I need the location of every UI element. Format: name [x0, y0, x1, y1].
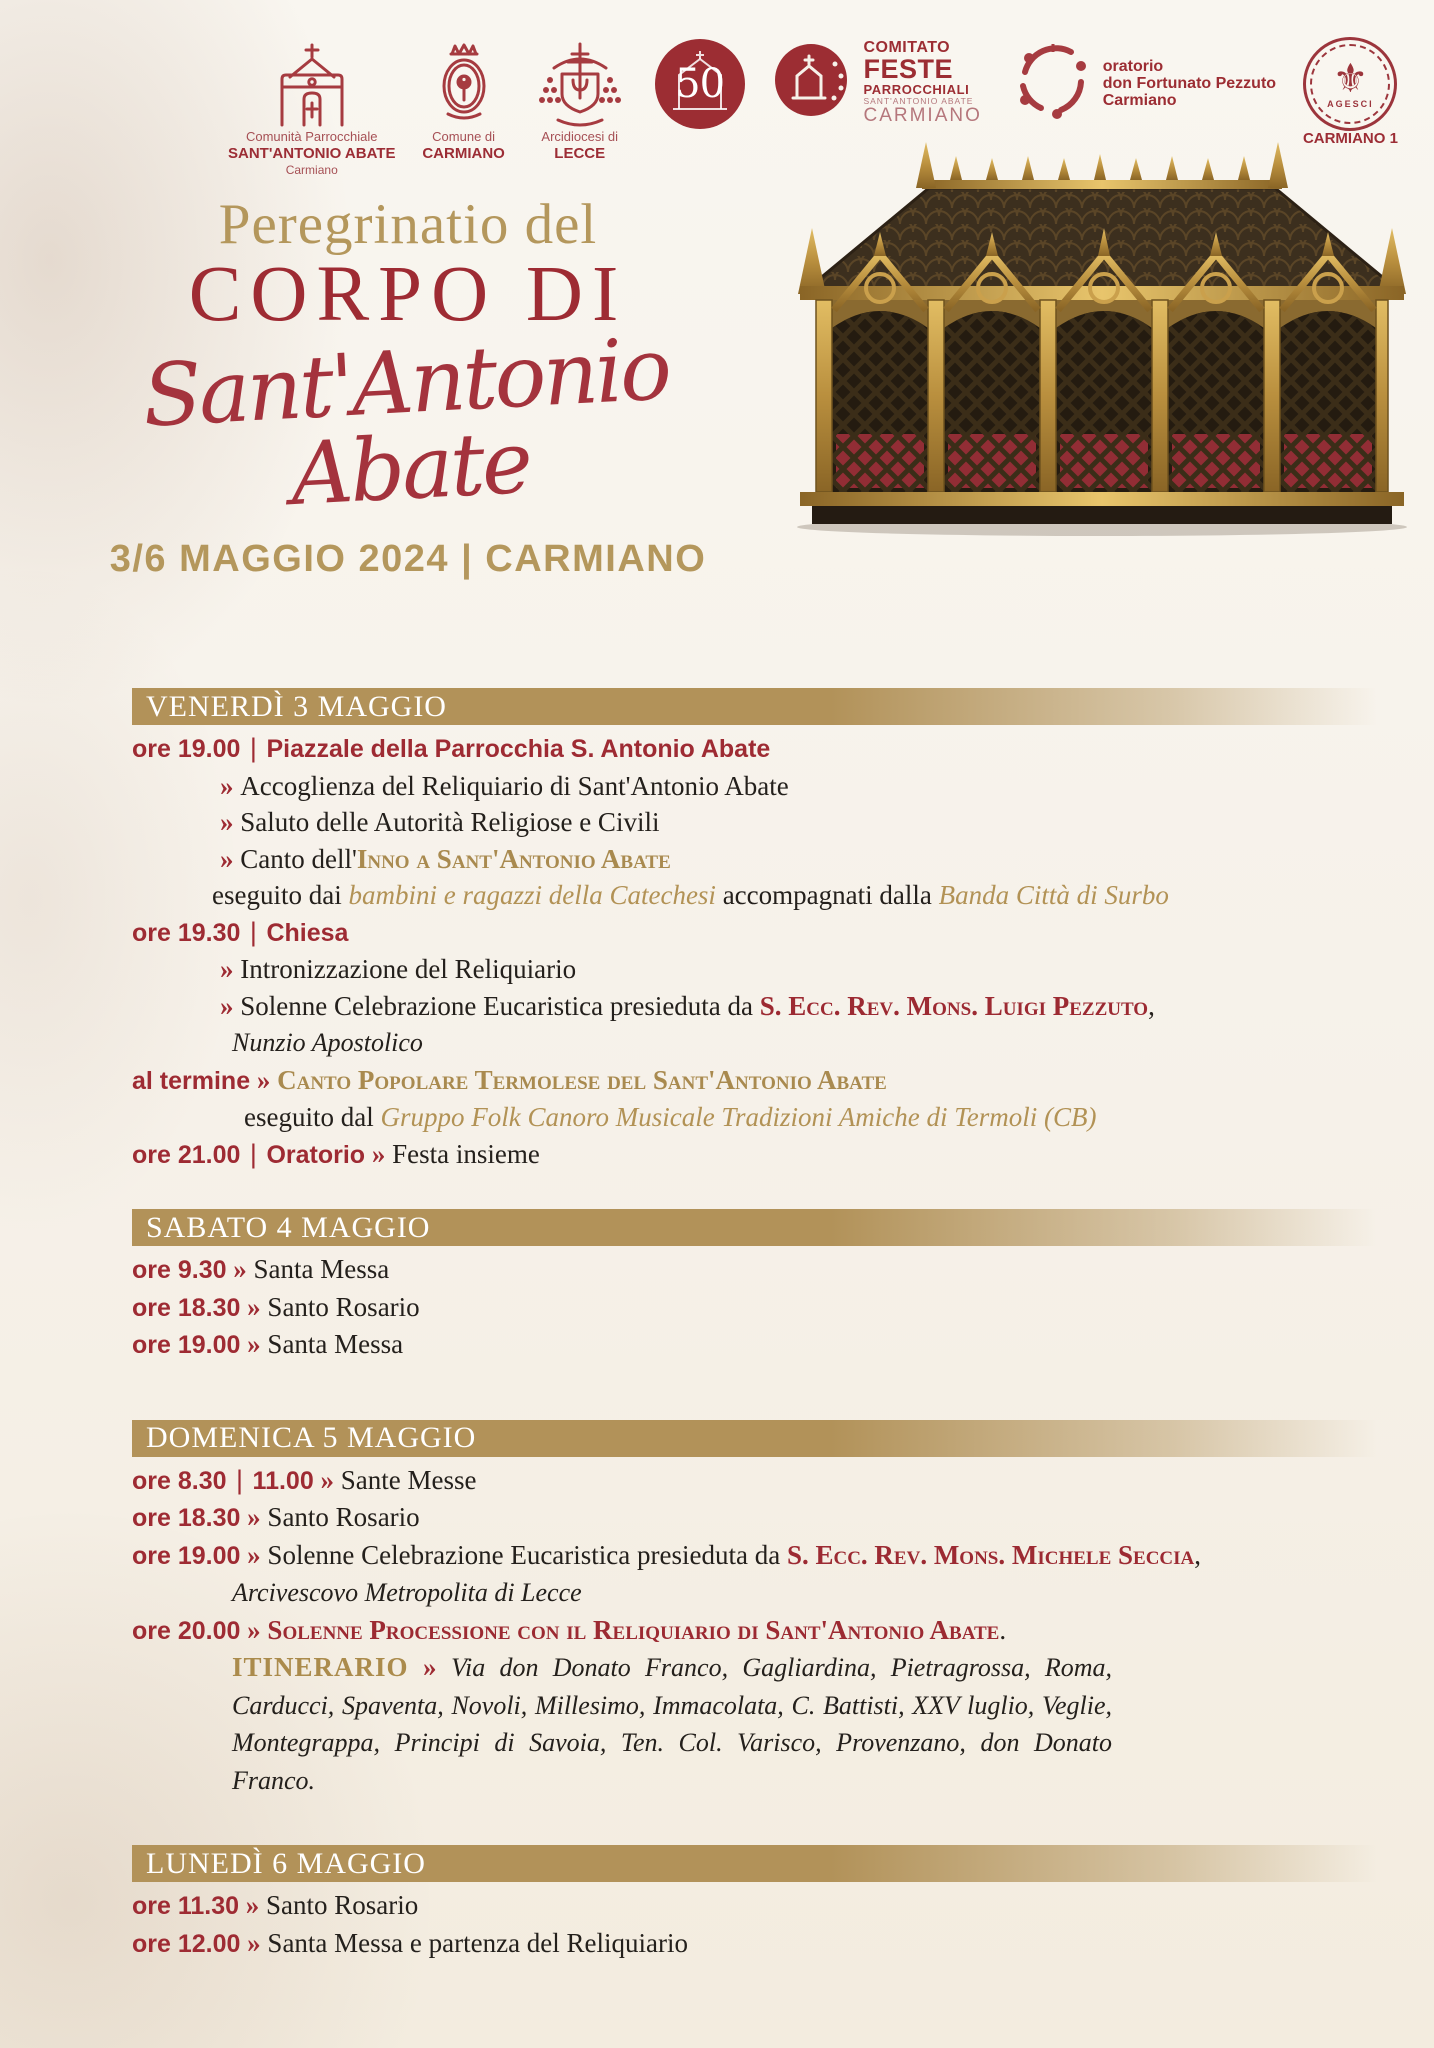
- segment-txt: Solenne Celebrazione Eucaristica presieduta da: [240, 990, 760, 1021]
- section-header-bar: [132, 1209, 1402, 1246]
- segment-time: ore 19.30: [132, 918, 241, 947]
- logo-caption: Comune di: [432, 129, 496, 144]
- town-crest-icon: [424, 38, 504, 130]
- section-header-label: SABATO 4 MAGGIO: [146, 1210, 431, 1244]
- segment-sep: |: [242, 1138, 265, 1169]
- segment-time: ore 19.00: [132, 1541, 241, 1570]
- logo-caption: SANT'ANTONIO ABATE: [228, 144, 396, 162]
- logo-caption: LECCE: [554, 144, 606, 162]
- schedule-line: [132, 1326, 1402, 1364]
- segment-rcaps: S. Ecc. Rev. Mons. Michele Seccia: [786, 1539, 1195, 1570]
- schedule-line: [132, 1062, 1402, 1100]
- segment-time: ore 12.00: [132, 1929, 241, 1958]
- segment-ital: Nunzio Apostolico: [232, 1028, 423, 1057]
- logo-caption: oratorio: [1102, 57, 1164, 75]
- segment-ital: Via don Donato Franco, Gagliardina, Pietragrossa, Roma, Carducci, Spaventa, Novoli, Millesimo, Immacolata, C. Battisti, XXV luglio, Veglie, Montegrappa, Principi di Savoia, Ten. Col. Varisco, Provenzano, don Donato Franco.: [232, 1653, 1112, 1795]
- logo-caption: don Fortunato Pezzuto: [1102, 74, 1277, 92]
- schedule-line: [132, 768, 1402, 805]
- schedule: [132, 688, 1402, 1962]
- segment-sep: |: [228, 1464, 251, 1495]
- segment-time: al termine: [132, 1066, 251, 1095]
- segment-sep: |: [242, 733, 265, 763]
- segment-time: ore 8.30: [132, 1466, 227, 1495]
- segment-txt: Intronizzazione del Reliquiario: [240, 954, 577, 984]
- segment-chev: »: [240, 1927, 268, 1958]
- logo-caption: COMITATO: [863, 39, 951, 57]
- logo-arcidiocesi-lecce: [532, 38, 628, 163]
- segment-time: ore 21.00: [132, 1140, 241, 1169]
- segment-chev: »: [365, 1138, 393, 1169]
- segment-chev: »: [240, 1614, 268, 1645]
- section-header-bar: [132, 1420, 1402, 1457]
- schedule-line: [132, 1136, 1402, 1174]
- logo-caption: Arcidiocesi di: [541, 129, 619, 144]
- section-header-bar: [132, 1845, 1402, 1882]
- logo-comune-carmiano: [422, 38, 505, 163]
- schedule-line: [132, 1887, 1402, 1925]
- schedule-line: [132, 1612, 1402, 1650]
- segment-loc: Chiesa: [266, 918, 349, 947]
- segment-rcaps: Solenne Processione con il Reliquiario di Sant'Antonio Abate: [267, 1614, 1000, 1645]
- schedule-section: [132, 1845, 1402, 1962]
- segment-time: ore 20.00: [132, 1616, 241, 1645]
- segment-chev: »: [220, 770, 241, 801]
- logo-caption: FESTE: [863, 54, 953, 85]
- segment-itin: ITINERARIO: [232, 1652, 409, 1682]
- logo-agesci: [1303, 38, 1398, 148]
- section-header-label: DOMENICA 5 MAGGIO: [146, 1421, 477, 1454]
- segment-txt: Canto dell': [240, 843, 357, 874]
- schedule-line: [132, 730, 1402, 768]
- oratorio-swirl-icon: [1009, 38, 1095, 129]
- segment-txt: Sante Messe: [340, 1464, 477, 1495]
- schedule-line: [132, 877, 1402, 914]
- segment-loc: Oratorio: [266, 1140, 366, 1169]
- segment-gital: Banda Città di Surbo: [938, 880, 1169, 910]
- segment-txt: Solenne Celebrazione Eucaristica presieduta da: [267, 1539, 787, 1570]
- schedule-line: [132, 841, 1402, 878]
- title-line-2: CORPO DI: [188, 251, 628, 338]
- segment-chev: »: [239, 1890, 267, 1920]
- logo-caption: SANT'ANTONIO ABATE: [863, 96, 974, 107]
- segment-txt: eseguito dal: [244, 1102, 381, 1132]
- segment-rcaps: S. Ecc. Rev. Mons. Luigi Pezzuto: [759, 990, 1149, 1021]
- segment-txt: Accoglienza del Reliquiario di Sant'Antonio Abate: [240, 770, 789, 801]
- segment-time: ore 19.00: [132, 1331, 241, 1359]
- segment-gcaps: Canto Popolare Termolese del Sant'Antonio Abate: [277, 1064, 887, 1095]
- title-line-1: Peregrinatio del: [218, 193, 598, 256]
- section-header-bar: [132, 688, 1402, 725]
- segment-chev: »: [226, 1254, 254, 1284]
- segment-chev: »: [220, 990, 241, 1021]
- segment-txt: accompagnati dalla: [715, 880, 939, 910]
- logo-caption: CARMIANO: [422, 144, 505, 162]
- segment-txt: ,: [1148, 990, 1155, 1021]
- segment-txt: Santa Messa e partenza del Reliquiario: [267, 1927, 689, 1958]
- logo-strip: [228, 38, 1398, 177]
- segment-gital: Gruppo Folk Canoro Musicale Tradizioni Amiche di Termoli (CB): [380, 1102, 1097, 1132]
- logo-caption: CARMIANO: [863, 104, 982, 126]
- segment-chev: »: [408, 1652, 452, 1682]
- logo-caption: Comunità Parrocchiale: [245, 129, 378, 144]
- reliquary-illustration: [770, 128, 1434, 536]
- logo-oratorio: [1009, 38, 1276, 129]
- segment-time: ore 19.00: [132, 735, 241, 763]
- segment-txt: Saluto delle Autorità Religiose e Civili: [240, 807, 660, 837]
- section-header-label: VENERDÌ 3 MAGGIO: [146, 689, 447, 723]
- segment-chev: »: [240, 1329, 268, 1359]
- schedule-section: [132, 1420, 1402, 1800]
- segment-txt: Festa insieme: [392, 1138, 540, 1169]
- schedule-line: [132, 988, 1402, 1025]
- fifty-badge-icon: [655, 39, 745, 129]
- segment-txt: Santa Messa: [253, 1254, 390, 1284]
- segment-txt: eseguito dai: [212, 880, 349, 910]
- schedule-section: [132, 688, 1402, 1173]
- segment-chev: »: [313, 1464, 341, 1495]
- schedule-line: [132, 1251, 1402, 1289]
- agesci-label: AGESCI: [1327, 99, 1374, 109]
- segment-chev: »: [220, 807, 241, 837]
- logo-50-anniversario: [655, 38, 745, 130]
- segment-time: ore 18.30: [132, 1504, 241, 1532]
- segment-txt: Santo Rosario: [267, 1502, 420, 1532]
- schedule-line: [132, 1574, 1402, 1612]
- logo-caption: CARMIANO 1: [1302, 130, 1398, 147]
- scout-fleur-badge-icon: [1303, 37, 1397, 131]
- schedule-line: [132, 1499, 1402, 1537]
- segment-gital: bambini e ragazzi della Catechesi: [348, 880, 716, 910]
- segment-chev: »: [220, 954, 241, 984]
- title-line-script: Sant'Antonio Abate: [140, 318, 672, 525]
- segment-chev: »: [240, 1502, 268, 1532]
- segment-chev: »: [240, 1291, 268, 1322]
- segment-chev: »: [240, 1539, 268, 1570]
- schedule-line: [132, 1289, 1402, 1327]
- segment-chev: »: [250, 1064, 278, 1095]
- segment-time: ore 11.30: [132, 1892, 240, 1920]
- logo-caption: Carmiano: [285, 162, 338, 177]
- segment-time: 11.00: [252, 1466, 314, 1495]
- logo-parrocchia: [228, 38, 395, 177]
- segment-txt: Santo Rosario: [267, 1291, 420, 1322]
- schedule-section: [132, 1209, 1402, 1364]
- logo-comitato-feste: [771, 38, 981, 127]
- segment-txt: ,: [1194, 1539, 1202, 1570]
- segment-txt: Santa Messa: [267, 1329, 404, 1359]
- segment-sep: |: [242, 916, 265, 947]
- church-facade-icon: [257, 38, 367, 130]
- section-header-label: LUNEDÌ 6 MAGGIO: [146, 1846, 426, 1880]
- event-date: 3/6 MAGGIO 2024 | CARMIANO: [109, 537, 707, 580]
- segment-time: ore 9.30: [132, 1256, 227, 1284]
- segment-txt: .: [999, 1614, 1007, 1645]
- fleur-de-lis-icon: ⚜: [1332, 56, 1369, 101]
- logo-caption: Carmiano: [1102, 92, 1177, 110]
- schedule-line: [132, 1024, 1402, 1062]
- schedule-line: [132, 1462, 1402, 1500]
- segment-txt: Santo Rosario: [266, 1890, 419, 1920]
- segment-time: ore 18.30: [132, 1293, 241, 1322]
- schedule-line: [132, 804, 1402, 841]
- schedule-line: [132, 1537, 1402, 1575]
- schedule-line: [132, 1099, 1402, 1136]
- segment-ital: Arcivescovo Metropolita di Lecce: [232, 1578, 582, 1607]
- schedule-line: [132, 951, 1402, 988]
- fifty-badge-number: 50: [675, 61, 725, 107]
- schedule-line: [132, 1925, 1402, 1963]
- segment-chev: »: [220, 843, 241, 874]
- title-block: [36, 193, 780, 581]
- comitato-circle-icon: [771, 38, 855, 127]
- logo-caption: PARROCCHIALI: [863, 82, 970, 98]
- bishop-crest-icon: [532, 38, 628, 130]
- schedule-line: [132, 1649, 1112, 1799]
- schedule-line: [132, 914, 1402, 952]
- segment-loc: Piazzale della Parrocchia S. Antonio Abate: [266, 735, 771, 763]
- segment-gcaps: Inno a Sant'Antonio Abate: [356, 843, 671, 874]
